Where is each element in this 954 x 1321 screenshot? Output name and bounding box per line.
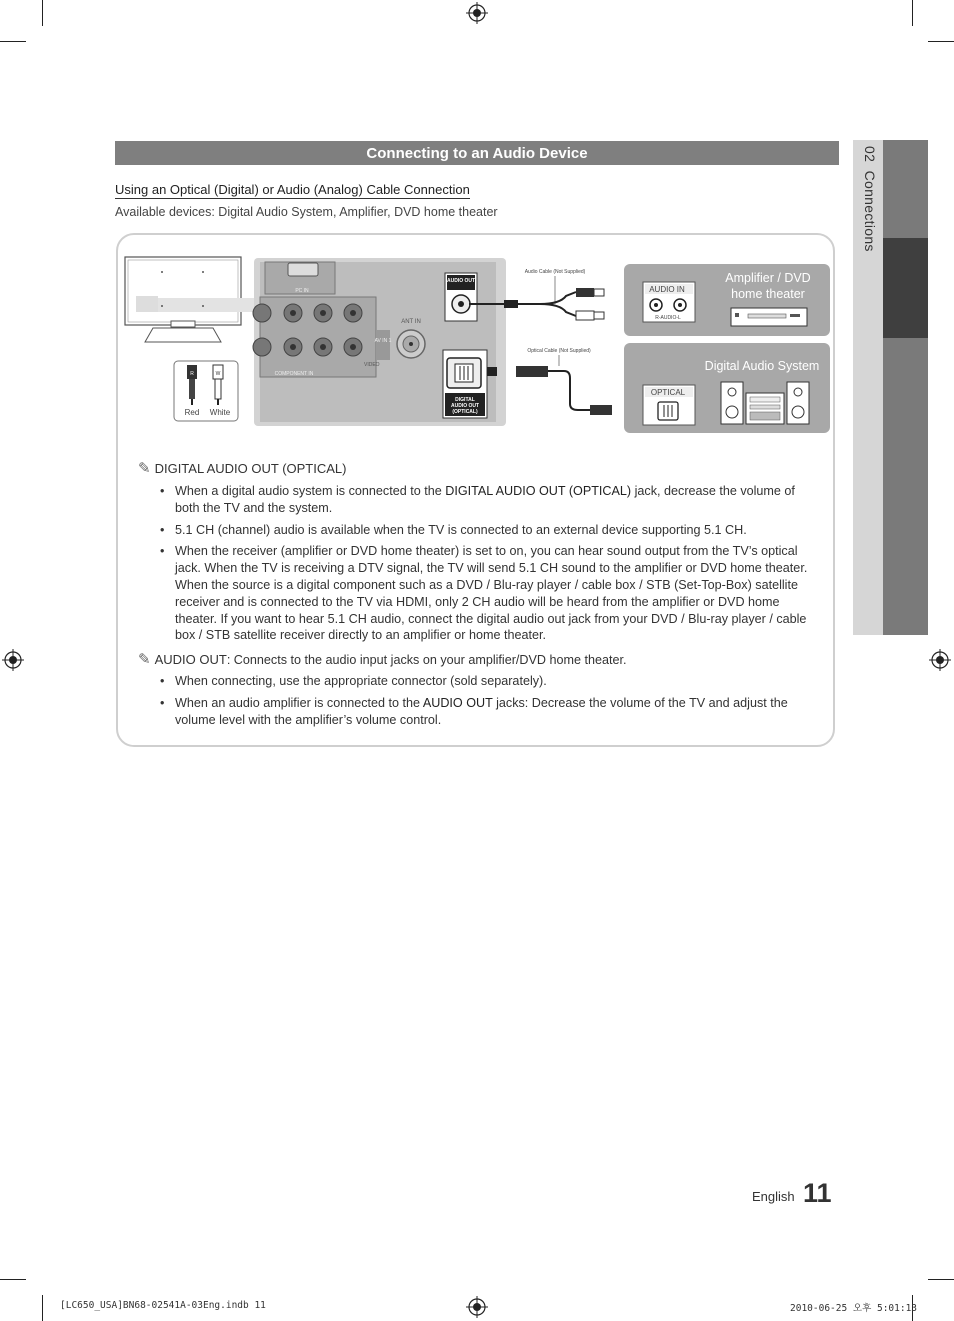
plug-white-label: White [209,408,231,417]
das-title: Digital Audio System [704,359,820,373]
print-slug-date: 2010-06-25 오후 5:01:13 [790,1303,918,1314]
tv-rear-panel [253,258,506,426]
connection-diagram [120,250,832,435]
das-optical-label: OPTICAL [650,388,686,397]
pencil-note-icon: ✎ [138,651,151,668]
term-emphasis: DIGITAL AUDIO OUT (OPTICAL) [445,484,632,498]
note-heading: DIGITAL AUDIO OUT (OPTICAL) [154,461,347,476]
note-heading: AUDIO OUT [154,652,227,667]
digital-out-label-2: AUDIO OUT [450,403,480,409]
amp-title-line-2: home theater [731,287,805,301]
crop-mark [42,0,43,26]
note-title [138,650,627,668]
footer-language: English [752,1189,795,1204]
crop-mark [928,41,954,42]
section-title: Connecting to an Audio Device [115,141,839,165]
audio-cable-label: Audio Cable (Not Supplied) [524,269,586,275]
subheading: Using an Optical (Digital) or Audio (Analog) Cable Connection [115,182,470,197]
rca-plug-legend [174,361,238,421]
plug-red-label: Red [184,408,200,417]
amp-audio-in-label: AUDIO IN [649,285,685,294]
note-bullets [160,673,820,733]
component-in-label: COMPONENT IN [274,371,314,377]
side-tab-block-active [883,238,928,338]
list-item: • When an audio amplifier is connected to the AUDIO OUT jacks: Decrease the volume of the TV and adjust the volume level with the amplifier’s volume control. [160,695,820,729]
digital-out-label-3: (OPTICAL) [452,409,478,415]
pencil-note-icon: ✎ [138,460,151,477]
list-item: • 5.1 CH (channel) audio is available when the TV is connected to an external device supporting 5.1 CH. [160,522,820,539]
crop-mark [0,41,26,42]
crop-mark [928,1279,954,1280]
crop-mark [912,0,913,26]
note-title [138,459,346,477]
amplifier-device [624,264,830,336]
crop-mark [42,1295,43,1321]
chapter-title: Connections [862,170,878,252]
amp-r-audio-l-label: R-AUDIO-L [655,315,681,321]
pc-in-label: PC IN [295,288,309,294]
digital-audio-system-device [624,343,830,433]
chapter-number: 02 [862,146,878,163]
intro-text: Available devices: Digital Audio System, Amplifier, DVD home theater [115,205,498,219]
crop-mark [0,1279,26,1280]
ant-in-label: ANT IN [401,319,421,325]
registration-mark-icon [929,649,951,671]
side-tab-label [856,146,878,252]
list-item: • When connecting, use the appropriate connector (sold separately). [160,673,820,690]
plug-red-letter: R [190,371,194,377]
registration-mark-icon [2,649,24,671]
list-item: • When a digital audio system is connected to the DIGITAL AUDIO OUT (OPTICAL) jack, decrease the volume of both the TV and the system. [160,483,820,517]
print-slug-file: [LC650_USA]BN68-02541A-03Eng.indb 11 [60,1300,266,1311]
note-bullets [160,483,820,649]
amp-title-line-1: Amplifier / DVD [725,271,811,285]
side-tab-block [883,338,928,635]
video-label: VIDEO [364,362,380,368]
registration-mark-icon [466,2,488,24]
term-emphasis: AUDIO OUT [422,695,493,710]
av-in-label: AV IN 1 [374,338,392,344]
note-heading-rest: : Connects to the audio input jacks on your amplifier/DVD home theater. [226,653,627,667]
plug-white-letter: W [215,371,221,377]
side-tab-block [883,140,928,238]
tv-front-icon [125,257,254,342]
digital-out-label-1: DIGITAL [455,397,475,403]
optical-cable-label: Optical Cable (Not Supplied) [527,348,591,354]
registration-mark-icon [466,1296,488,1318]
page-number: 11 [803,1178,832,1208]
list-item: • When the receiver (amplifier or DVD home theater) is set to on, you can hear sound output from the TV’s optical jack. When the TV is receiving a DTV signal, the TV will send 5.1 CH sound to the amplifier or DVD home theater. When the source is a digital component such as a DVD / Blu-ray player / cable box / STB (Set-Top-Box) satellite receiver and is connected to the TV via HDMI, only 2 CH audio will be heard from the amplifier or DVD home theater. If you want to hear 5.1 CH audio, connect the digital audio out jack from your DVD / Blu-ray player / cable box / STB satellite receiver directly to an amplifier or home theater. [160,543,820,644]
audio-out-label: AUDIO OUT [446,278,476,284]
